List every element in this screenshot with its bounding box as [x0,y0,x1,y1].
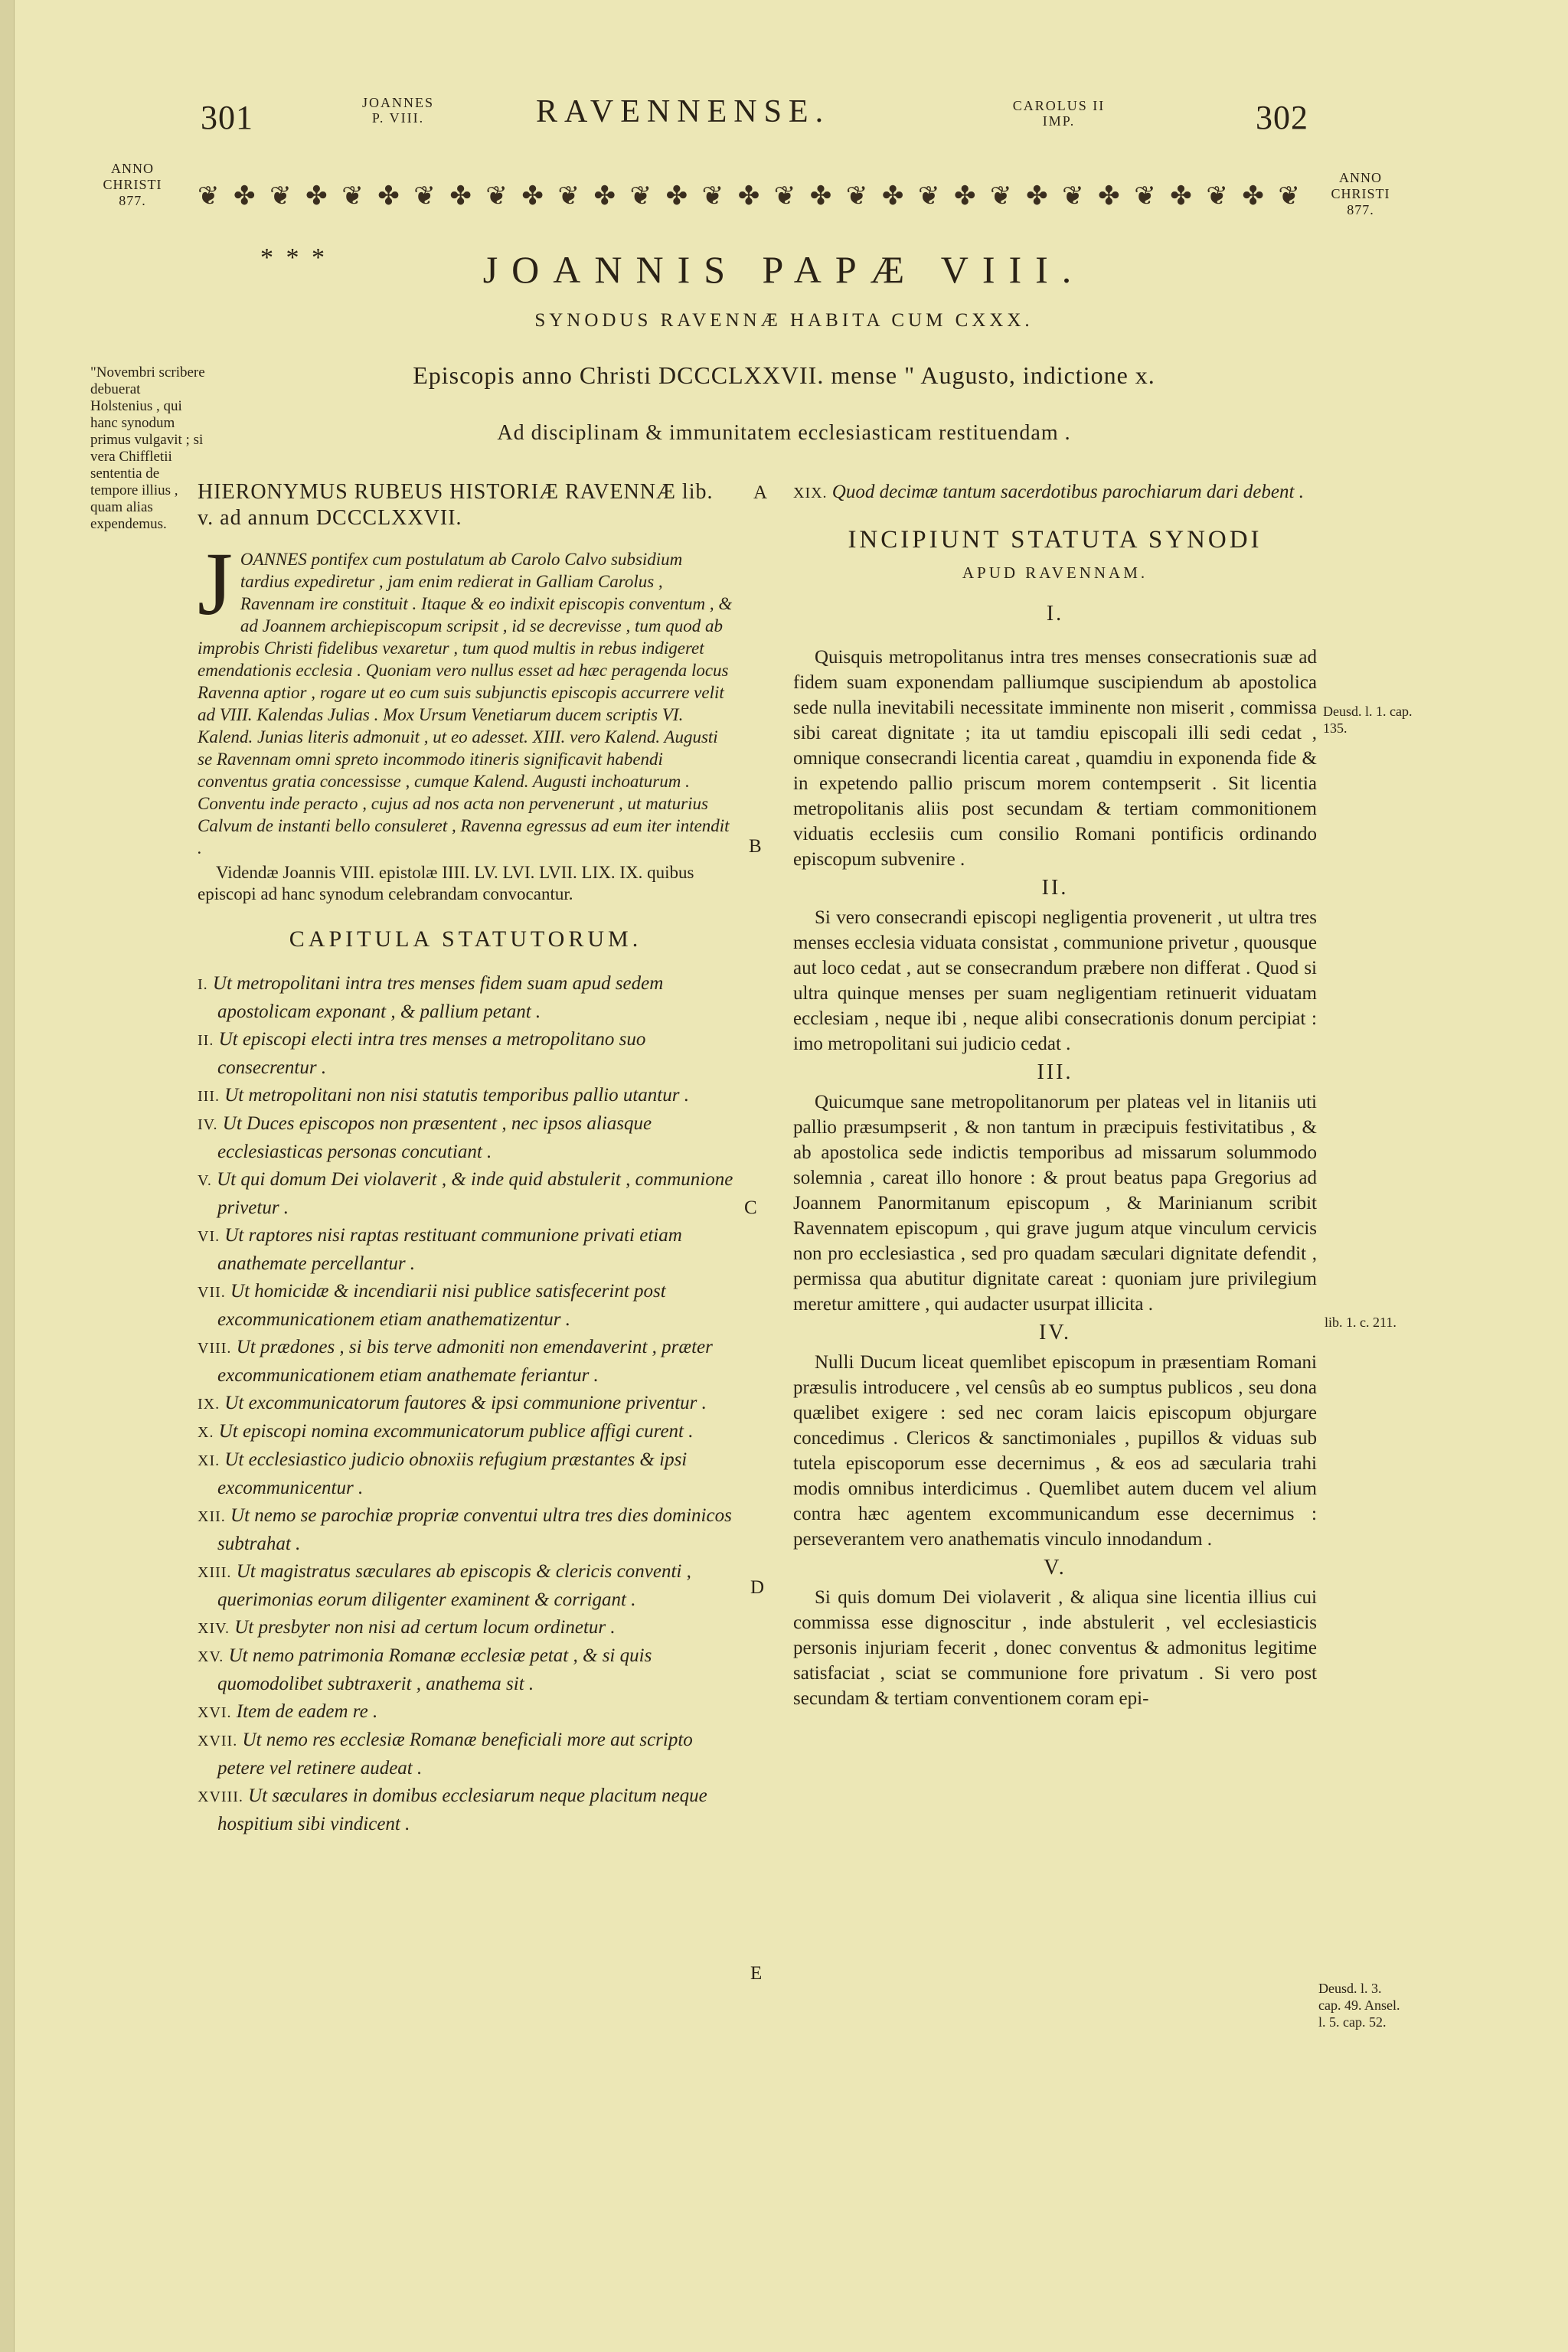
capitulum-text: Ut homicidæ & incendiarii nisi publice satisfecerint post excommunicationem etiam anathematizentur . [217,1281,666,1330]
capitulum-text: Ut magistratus sæculares ab episcopis & clericis conventi , querimonias eorum diligenter examinent & corrigant . [217,1561,691,1610]
statute-text: Nulli Ducum liceat quemlibet episcopum in præsentiam Romani præsulis introducere , vel censûs ab eo sumptus publicos , seu dona quælibet exigere : sed nec coram laicis episcopum objurgare concedimus . Clericos & sanctimoniales , pupillos & viduas sub tutela episcoporum esse decernimus , & eos ad sæcularia trahi modis omnibus interdicimus . Quemlibet autem ducem vel alium contra hæc agentem excommunicandum esse decernimus : perseverantem vero anathematis vinculo innodandum . [793,1352,1317,1550]
margin-note-right-1: Deusd. l. 1. cap. 135. [1323,704,1413,736]
capitulum-number: XIII. [198,1564,232,1581]
capitulum-text: Ut presbyter non nisi ad certum locum ordinetur . [234,1617,616,1638]
capitulum-number: III. [198,1088,220,1105]
statute-number: IV. [1039,1321,1071,1344]
section-letter-c: C [744,1197,757,1218]
capitulum-number: XI. [198,1452,220,1469]
source-heading: HIERONYMUS RUBEUS HISTORIÆ RAVENNÆ lib. v. ad annum DCCCLXXVII. [198,480,714,530]
capitulum-19 [793,479,1317,506]
capitulum-item [198,1110,733,1166]
capitulum-item [198,1278,733,1334]
anno-right-year: 877. [1347,202,1374,217]
header-right-line2: IMP. [1042,113,1076,129]
anno-left-christi: CHRISTI [103,177,162,192]
statute-text: Quisquis metropolitanus intra tres menses consecrationis suæ ad fidem suam exponendam palliumque suscipiendum ab apostolica sede nulla inevitabili necessitate imminente non miserit , commissa sibi careat dignitate ; ita ut tamdiu episcopali illi sedi cedat , omnique consecrandi licentia careat , quamdiu in exponenda fide & in expetendo pallio priscum morem contempserit . Sit licentia metropolitanis aliis post secundam & tertiam commonitionem viduatis ecclesiis cum consilio Romani pontificis ordinando episcopum subvenire . [793,647,1317,870]
capitulum-item [198,1446,733,1502]
capitulum-number: XVIII. [198,1788,243,1805]
margin-note-right-3: Deusd. l. 3. cap. 49. Ansel. l. 5. cap. 52. [1318,1981,1400,2030]
statute-number: III. [1037,1060,1073,1084]
capitulum-text: Ut episcopi electi intra tres menses a metropolitano suo consecrentur . [217,1029,646,1078]
capitulum-text: Item de eadem re . [236,1701,378,1722]
capitulum-number: XII. [198,1508,226,1525]
capitulum-item [198,1558,733,1614]
running-title: RAVENNENSE. [536,94,831,129]
capitulum-text: Ut raptores nisi raptas restituant communione privati etiam anathemate percellantur . [217,1225,682,1274]
capitulum-text: Ut sæculares in domibus ecclesiarum neque placitum neque hospitium sibi vindicent . [217,1785,707,1834]
anno-right-word: ANNO [1339,170,1382,185]
capitulum-number: II. [198,1032,214,1049]
statute-number: II. [1041,876,1069,900]
statuta-heading: INCIPIUNT STATUTA SYNODI [848,526,1263,554]
capitulum-item [198,1614,733,1642]
capitulum-text: Ut qui domum Dei violaverit , & inde quid abstulerit , communione privetur . [217,1169,733,1218]
capitulum-19-num: XIX. [793,485,828,501]
capitulum-number: XIV. [198,1620,230,1637]
capitulum-item [198,1390,733,1418]
capitulum-number: I. [198,976,208,993]
page-gutter [0,0,15,2352]
anno-right [1318,170,1403,218]
section-letter-e: E [750,1963,763,1984]
capitulum-number: V. [198,1172,212,1189]
margin-note-left: "Novembri scribere debuerat Holstenius , qui hanc synodum primus vulgavit ; si vera Chiffletii sententia de tempore illius , quam alias expendemus. [90,364,205,532]
capitulum-number: XVII. [198,1733,238,1749]
section-letter-d: D [750,1577,765,1598]
capitulum-number: XV. [198,1648,224,1665]
capitulum-number: X. [198,1424,214,1441]
document-title: JOANNIS PAPÆ VIII. [482,248,1086,291]
capitulum-text: Ut Duces episcopos non præsentent , nec ipsos aliasque ecclesiasticas personas concutiant . [217,1113,652,1162]
statute-text: Quicumque sane metropolitanorum per plateas vel in litaniis uti pallio præsumpserit , & non tantum in præcipuis festivitatibus , & ab apostolica sede indictis temporibus ad missarum solummodo solemnia , careat illo honore : & prout beatus papa Gregorius ad Joannem Panormitanum episcopum , & Marinianum scribit Ravennatem episcopum , qui grave jugum atque vinculum cervicis non pro ecclesiastica , sed pro quadam sæculari dignitate defendit , permissa qua abutitur dignitate careat : quoniam jure privilegium meretur amittere , qui audacter usurpat illicita . [793,1092,1317,1315]
capitulum-number: VI. [198,1228,220,1245]
title-asterisks: * * * [260,243,328,272]
intro-paragraph: OANNES pontifex cum postulatum ab Carolo Calvo subsidium tardius expediretur , jam enim redierat in Galliam Carolus , Ravennam ire constituit . Itaque & eo indixit episcopis conventum , & ad Joannem archiepiscopum scripsit , id se decrevisse , tum quod ab improbis Christi fidelibus vexaretur , tum quod multis in rebus indigeret emendationis ecclesia . Quoniam vero nullus esset ad hæc peragenda locus Ravenna aptior , rogare ut eo cum suis subjunctis episcopis accurrere velit ad VIII. Kalendas Julias . Mox Ursum Venetiarum ducem scriptis VI. Kalend. Junias literis admonuit , ut eo adesset. XIII. vero Kalend. Augusti se Ravennam omni spreto incommodo itineris significavit habendi conventus gratia concessisse , cumque Kalend. Augusti inchoaturum . Conventu inde peracto , cujus ad nos acta non pervenerunt , ut maturius Calvum de instanti bello consuleret , Ravenna egressus ad eum iter intendit . [198,550,733,858]
header-left-line1: JOANNES [361,95,434,110]
page-number-right: 302 [1256,99,1308,136]
capitulum-text: Ut nemo patrimonia Romanæ ecclesiæ petat , & si quis quomodolibet subtraxerit , anathema sit . [217,1645,652,1694]
document-subtitle-3: Ad disciplinam & immunitatem ecclesiasticam restituendam . [497,421,1071,445]
statute-text: Si quis domum Dei violaverit , & aliqua sine licentia illius cui commissa esse dignoscitur , inde abstulerit , vel ecclesiasticis personis injuriam fecerit , donec conventus & admonitus legitime satisfaciat , sciat se communione fore privatum . Si vero post secundam & tertiam conventionem coram epi- [793,1587,1317,1709]
capitulum-text: Ut excommunicatorum fautores & ipsi communione priventur . [224,1393,707,1413]
capitulum-text: Ut nemo res ecclesiæ Romanæ beneficiali more aut scripto petere vel retinere audeat . [217,1730,693,1779]
statuta-subheading: APUD RAVENNAM. [962,564,1148,582]
statute-number: I. [1046,602,1064,626]
capitulum-number: IV. [198,1116,218,1133]
capitulum-item [198,1698,733,1726]
capitulum-number: XVI. [198,1704,232,1721]
epistle-note: Videndæ Joannis VIII. epistolæ IIII. LV. LVI. LVII. LIX. IX. quibus episcopi ad hanc synodum celebrandam convocantur. [198,863,694,903]
section-letter-b: B [749,836,762,857]
document-subtitle: SYNODUS RAVENNÆ HABITA CUM CXXX. [534,310,1034,331]
document-subtitle-2: Episcopis anno Christi DCCCLXXVII. mense " Augusto, indictione x. [413,361,1155,389]
left-column [198,479,733,1838]
capitulum-19-text: Quod decimæ tantum sacerdotibus parochiarum dari debent . [831,482,1304,502]
capitulum-text: Ut ecclesiastico judicio obnoxiis refugium præstantes & ipsi excommunicentur . [217,1449,688,1498]
page-number-left: 301 [201,99,253,136]
capitulum-item [198,1082,733,1110]
dropcap: J [198,534,233,634]
header-right-line1: CAROLUS II [1012,98,1106,113]
capitulum-text: Ut metropolitani non nisi statutis temporibus pallio utantur . [224,1085,689,1106]
capitulum-item [198,1726,733,1782]
margin-note-right-2: lib. 1. c. 211. [1325,1315,1396,1330]
capitulum-item [198,1334,733,1390]
capitula-list [198,970,733,1838]
header-right-small [1009,98,1109,129]
capitulum-item [198,1222,733,1278]
capitula-heading: CAPITULA STATUTORUM. [289,926,642,952]
anno-right-christi: CHRISTI [1331,186,1390,201]
capitulum-item [198,1782,733,1838]
ornament-band: ❦ ✤ ❦ ✤ ❦ ✤ ❦ ✤ ❦ ✤ ❦ ✤ ❦ ✤ ❦ ✤ ❦ ✤ ❦ ✤ ❦ ✤ ❦ ✤ ❦ ✤ ❦ ✤ ❦ ✤ ❦ [198,182,1300,211]
capitulum-item [198,1166,733,1222]
capitulum-item [198,970,733,1026]
capitulum-number: VIII. [198,1340,232,1357]
capitulum-number: IX. [198,1396,220,1413]
capitulum-text: Ut metropolitani intra tres menses fidem suam apud sedem apostolicam exponant , & pallium petant . [212,973,664,1022]
right-column [793,479,1317,1711]
capitulum-text: Ut nemo se parochiæ propriæ conventui ultra tres dies dominicos subtrahat . [217,1505,732,1554]
capitulum-item [198,1502,733,1558]
header-left-line2: P. VIII. [371,110,425,126]
capitulum-text: Ut episcopi nomina excommunicatorum publice affigi curent . [218,1421,694,1442]
anno-left-word: ANNO [111,161,154,176]
anno-left [90,161,175,209]
capitulum-number: VII. [198,1284,226,1301]
statuta-sections [793,599,1317,1711]
capitulum-item [198,1026,733,1082]
statute-number: V. [1044,1556,1067,1579]
capitulum-item [198,1642,733,1698]
header-left-small [352,95,444,126]
statute-text: Si vero consecrandi episcopi negligentia provenerit , ut ultra tres menses ecclesia viduata consistat , communione privetur , quousque aut loco cedat , aut se consecrandum præbere non differat . Quod si ultra quinque menses per suam negligentiam retinuerit viduatam ecclesiam , neque ibi , neque alibi consecrationis donum percipiat : imo metropolitani sui judicio cedat . [793,907,1317,1054]
section-letter-a: A [753,482,768,503]
intro-paragraph-block [198,534,733,859]
capitulum-item [198,1418,733,1446]
anno-left-year: 877. [119,193,146,208]
capitulum-text: Ut prædones , si bis terve admoniti non emendaverint , præter excommunicationem etiam anathemate feriantur . [217,1337,713,1386]
